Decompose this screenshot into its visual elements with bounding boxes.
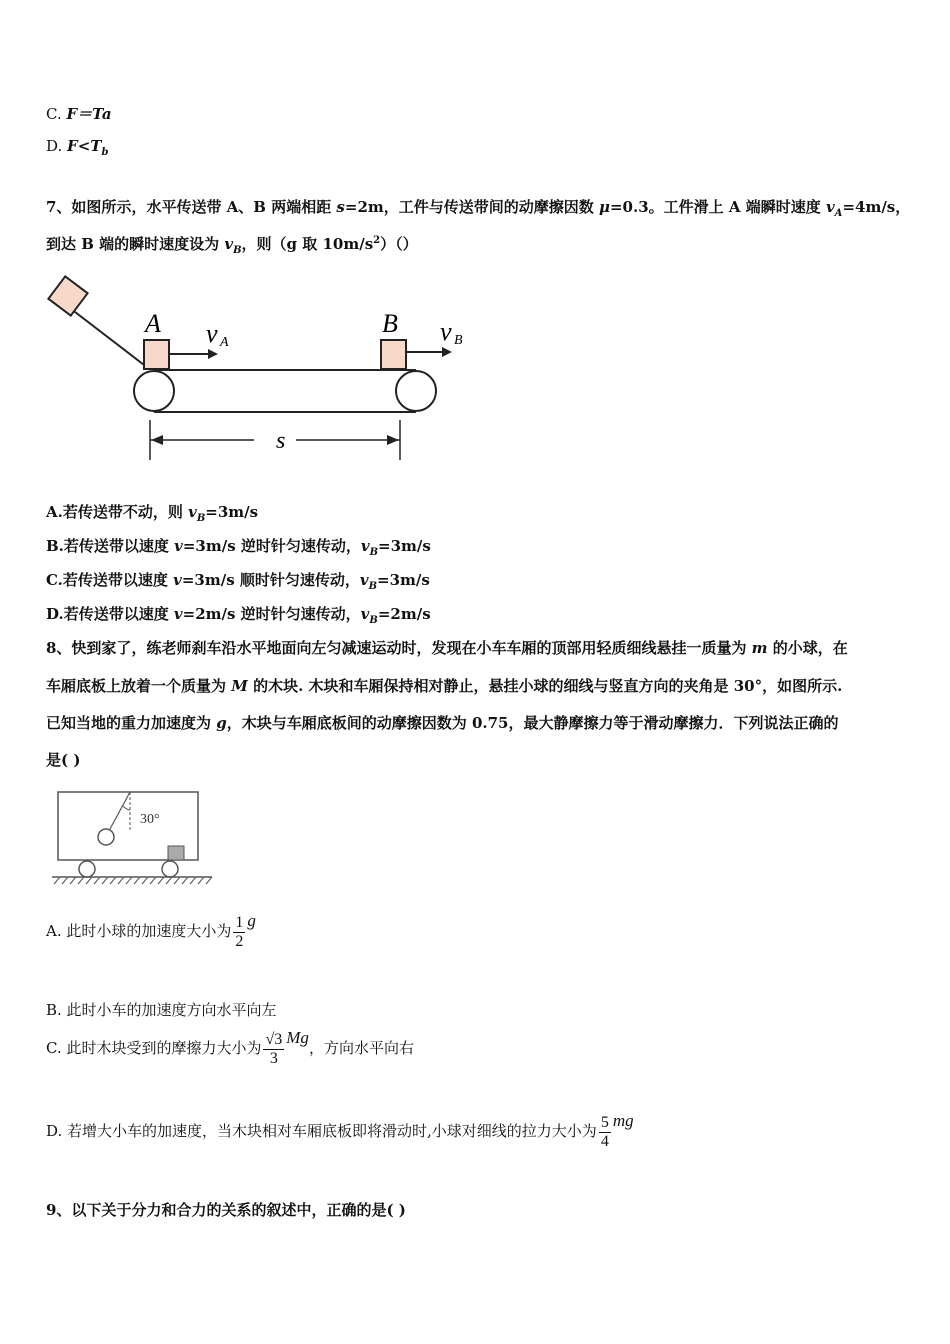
denominator: 2 <box>235 932 244 950</box>
text: =2m，工件与传送带间的动摩擦因数 <box>344 198 599 216</box>
text: 的木块. 木块和车厢保持相对静止，悬挂小球的细线与竖直方向的夹角是 30°，如图所示. <box>247 677 843 695</box>
text: =3m/s 顺时针匀速传动， <box>181 571 360 589</box>
var-sub: B <box>369 547 379 558</box>
text: ，则（g 取 10m/s <box>241 235 374 253</box>
q8-stem-line4 <box>46 749 80 770</box>
denominator: 4 <box>600 1132 609 1150</box>
text: 7、如图所示，水平传送带 A、B 两端相距 <box>46 198 337 216</box>
var-v: v <box>174 537 183 555</box>
text: =2m/s 逆时针匀速传动， <box>182 605 361 623</box>
symbol: g <box>247 911 256 931</box>
angle-label: 30° <box>140 812 160 827</box>
arrowhead-vb <box>442 347 452 357</box>
superscript: 2 <box>373 235 381 246</box>
numerator: 5 <box>600 1114 609 1131</box>
var-v: v <box>360 605 370 623</box>
text: B.若传送带以速度 <box>46 537 175 555</box>
arrowhead-va <box>208 349 218 359</box>
wood-block <box>168 846 184 860</box>
wheel-right <box>162 861 178 877</box>
text: 8、快到家了，练老师刹车沿水平地面向左匀减速运动时，发现在小车车厢的顶部用轻质细线悬挂一质量为 <box>46 639 752 657</box>
q8-stem-line3 <box>46 712 839 733</box>
block-on-ramp <box>48 276 87 315</box>
fraction-5-4 <box>599 1114 611 1150</box>
var-mu: μ <box>598 198 610 216</box>
text: A. 此时小球的加速度大小为 <box>46 922 232 941</box>
q7-option-b <box>46 535 431 558</box>
var-sub: B <box>196 513 206 524</box>
wheel-left <box>79 861 95 877</box>
fraction-1-2 <box>233 914 245 950</box>
var-m: m <box>751 639 768 657</box>
text: ，木块与车厢底板间的动摩擦因数为 0.75，最大静摩擦力等于滑动摩擦力．下列说法正确的 <box>226 714 839 732</box>
symbol: Mg <box>286 1028 309 1048</box>
text: B. 此时小车的加速度方向水平向左 <box>46 1001 277 1019</box>
text: A.若传送带不动，则 <box>46 503 189 521</box>
q8-option-a <box>46 911 256 950</box>
text: =3m/s <box>205 503 259 521</box>
var-sub: B <box>233 245 242 256</box>
q7-option-c <box>46 569 430 592</box>
text: =4m/s， <box>842 198 911 216</box>
var-v: v <box>359 571 369 589</box>
text: D. 若增大小车的加速度，当木块相对车厢底板即将滑动时,小球对细线的拉力大小为 <box>46 1122 597 1141</box>
text: 的小球，在 <box>767 639 848 657</box>
text: =2m/s <box>377 605 431 623</box>
text: 车厢底板上放着一个质量为 <box>46 677 232 695</box>
ground-hatch <box>54 877 212 884</box>
block-a <box>144 340 169 369</box>
formula-sub: b <box>101 147 109 158</box>
var-v: v <box>224 235 234 253</box>
var-v: v <box>173 605 183 623</box>
dim-arrowhead-right <box>387 435 399 445</box>
var-s: s <box>336 198 345 216</box>
symbol: mg <box>612 1111 634 1131</box>
incline-ramp <box>62 302 148 368</box>
numerator: √3 <box>265 1031 283 1048</box>
label-va-sub: A <box>220 335 229 350</box>
car-figure <box>48 788 218 888</box>
fraction-sqrt3-3 <box>263 1031 284 1067</box>
text: C. 此时木块受到的摩擦力大小为 <box>46 1039 262 1058</box>
text: C.若传送带以速度 <box>46 571 174 589</box>
text: =0.3。工件滑上 A 端瞬时速度 <box>609 198 826 216</box>
var-sub: B <box>368 581 378 592</box>
option-label: C. <box>46 105 62 123</box>
q9-stem <box>46 1199 406 1220</box>
option-label: D. <box>46 137 63 155</box>
q8-option-b <box>46 999 277 1020</box>
denominator: 3 <box>269 1049 278 1067</box>
option-d-prev <box>46 137 108 158</box>
var-sub: A <box>834 208 843 219</box>
var-g: g <box>216 714 227 732</box>
var-M: M <box>231 677 248 695</box>
text: 9、以下关于分力和合力的关系的叙述中，正确的是( ) <box>46 1201 406 1219</box>
q7-option-d <box>46 603 431 626</box>
label-s: s <box>276 428 286 454</box>
var-v: v <box>825 198 835 216</box>
var-sub: B <box>369 615 378 626</box>
q7-stem-line1 <box>46 196 910 219</box>
label-vb: v <box>440 317 452 346</box>
var-v: v <box>360 537 370 555</box>
label-va: v <box>206 319 218 348</box>
text: =3m/s <box>378 537 431 555</box>
q8-option-c <box>46 1028 414 1067</box>
q8-stem-line1 <box>46 637 848 658</box>
pulley-right <box>396 371 436 411</box>
text: 已知当地的重力加速度为 <box>46 714 217 732</box>
formula: F＝Ta <box>66 105 112 123</box>
var-v: v <box>173 571 182 589</box>
text: ，方向水平向右 <box>308 1039 414 1058</box>
dim-arrowhead-left <box>151 435 163 445</box>
text: =3m/s 逆时针匀速传动， <box>182 537 361 555</box>
block-b <box>381 340 406 369</box>
label-vb-sub: B <box>454 333 463 348</box>
var-v: v <box>188 503 197 521</box>
conveyor-figure <box>40 270 480 470</box>
q8-option-d <box>46 1111 634 1150</box>
text: 是( ) <box>46 751 81 769</box>
q8-stem-line2 <box>46 675 842 696</box>
text: =3m/s <box>377 571 430 589</box>
q7-stem-line2 <box>46 233 418 256</box>
ball <box>98 829 114 845</box>
option-c-prev <box>46 103 112 124</box>
numerator: 1 <box>235 914 244 931</box>
label-a: A <box>145 309 161 338</box>
text: 到达 B 端的瞬时速度设为 <box>46 235 225 253</box>
text: ）（） <box>380 235 418 253</box>
formula: F<T <box>67 137 102 155</box>
q7-option-a <box>46 501 258 524</box>
text: D.若传送带以速度 <box>46 605 174 623</box>
label-b: B <box>382 309 398 338</box>
pulley-left <box>134 371 174 411</box>
